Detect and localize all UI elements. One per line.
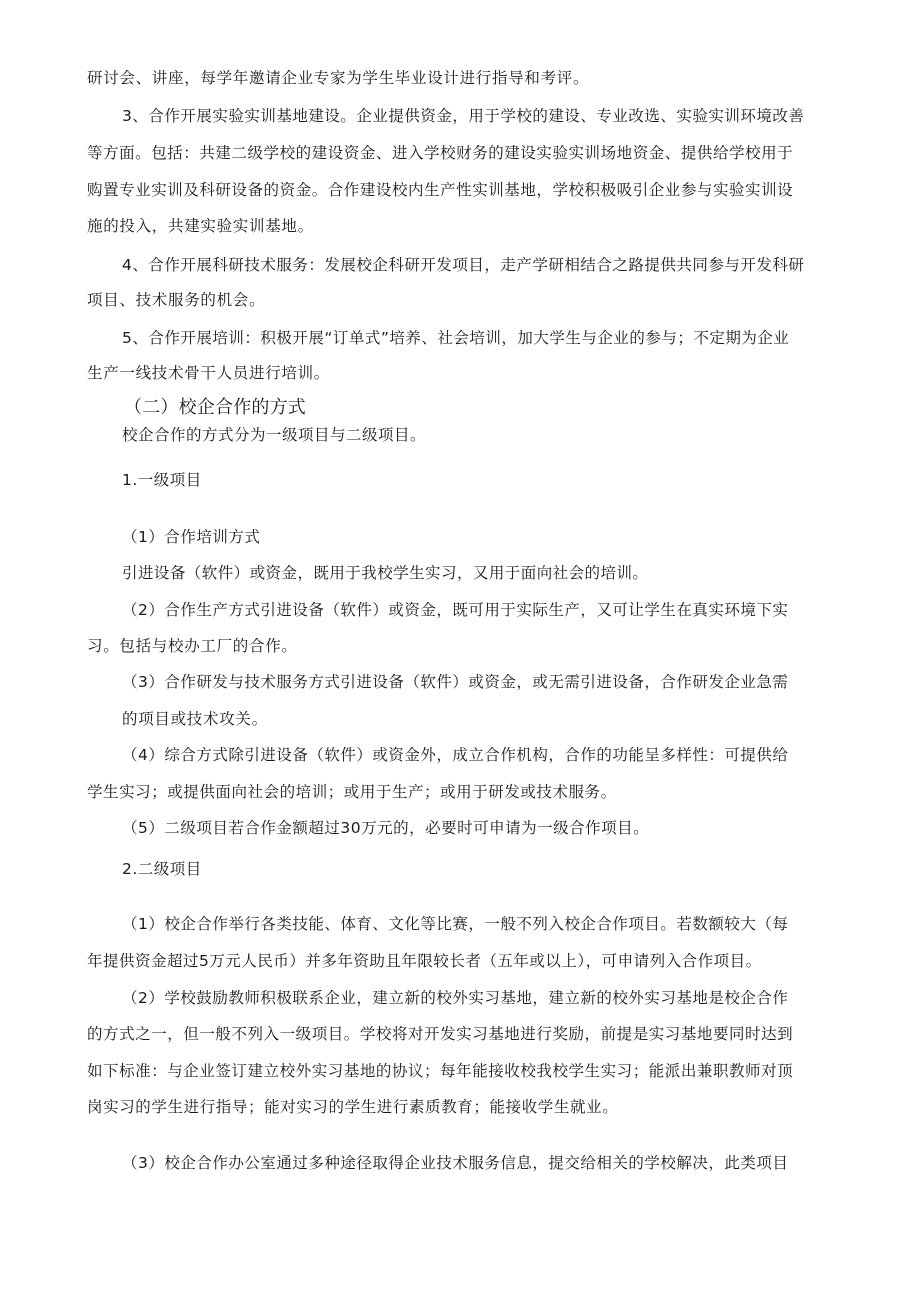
paragraph-line: 研讨会、讲座，每学年邀请企业专家为学生毕业设计进行指导和考评。 — [87, 69, 590, 87]
paragraph-line: 习。包括与校办工厂的合作。 — [87, 637, 298, 655]
paragraph-line: 岗实习的学生进行指导；能对实习的学生进行素质教育；能接收学生就业。 — [87, 1098, 619, 1116]
paragraph-line: 等方面。包括：共建二级学校的建设资金、进入学校财务的建设实验实训场地资金、提供给学校用于 — [87, 144, 794, 162]
subsection-heading: 1.一级项目 — [122, 471, 202, 489]
paragraph-line: （4）综合方式除引进设备（软件）或资金外，成立合作机构，合作的功能呈多样性：可提供给 — [122, 746, 789, 764]
paragraph-line: 施的投入，共建实验实训基地。 — [87, 217, 314, 235]
paragraph-line: 年提供资金超过5万元人民币）并多年资助且年限较长者（五年或以上），可申请列入合作项目。 — [87, 952, 762, 970]
paragraph-line: （1）校企合作举行各类技能、体育、文化等比赛，一般不列入校企合作项目。若数额较大（每 — [122, 915, 789, 933]
paragraph-line: 购置专业实训及科研设备的资金。合作建设校内生产性实训基地，学校积极吸引企业参与实验实训设 — [87, 181, 794, 199]
paragraph-line: （1）合作培训方式 — [122, 528, 261, 546]
paragraph-line: 5、合作开展培训：积极开展“订单式”培养、社会培训，加大学生与企业的参与；不定期为企业 — [122, 329, 790, 347]
section-heading: （二）校企合作的方式 — [124, 397, 306, 418]
paragraph-line: （3）校企合作办公室通过多种途径取得企业技术服务信息，提交给相关的学校解决，此类项目 — [122, 1154, 789, 1172]
paragraph-line: 校企合作的方式分为一级项目与二级项目。 — [122, 426, 427, 444]
paragraph-line: 4、合作开展科研技术服务：发展校企科研开发项目，走产学研相结合之路提供共同参与开发科研 — [122, 256, 805, 274]
paragraph-line: （3）合作研发与技术服务方式引进设备（软件）或资金，或无需引进设备，合作研发企业急需 — [122, 673, 789, 691]
paragraph-line: 如下标准：与企业签订建立校外实习基地的协议；每年能接收校我校学生实习；能派出兼职教师对顶 — [87, 1062, 794, 1080]
paragraph-line: 的方式之一，但一般不列入一级项目。学校将对开发实习基地进行奖励，前提是实习基地要同时达到 — [87, 1025, 794, 1043]
paragraph-line: 3、合作开展实验实训基地建设。企业提供资金，用于学校的建设、专业改选、实验实训环境改善 — [122, 107, 805, 125]
paragraph-line: （2）学校鼓励教师积极联系企业，建立新的校外实习基地，建立新的校外实习基地是校企合作 — [122, 989, 789, 1007]
paragraph-line: 项目、技术服务的机会。 — [87, 291, 266, 309]
paragraph-line: （2）合作生产方式引进设备（软件）或资金，既可用于实际生产，又可让学生在真实环境下实 — [122, 601, 789, 619]
paragraph-line: 引进设备（软件）或资金，既用于我校学生实习，又用于面向社会的培训。 — [122, 564, 649, 582]
paragraph-line: 学生实习；或提供面向社会的培训；或用于生产；或用于研发或技术服务。 — [87, 783, 617, 801]
paragraph-line: （5）二级项目若合作金额超过30万元的，必要时可申请为一级合作项目。 — [122, 819, 650, 837]
paragraph-line: 的项目或技术攻关。 — [122, 710, 268, 728]
paragraph-line: 生产一线技术骨干人员进行培训。 — [87, 364, 331, 382]
subsection-heading: 2.二级项目 — [122, 860, 202, 878]
